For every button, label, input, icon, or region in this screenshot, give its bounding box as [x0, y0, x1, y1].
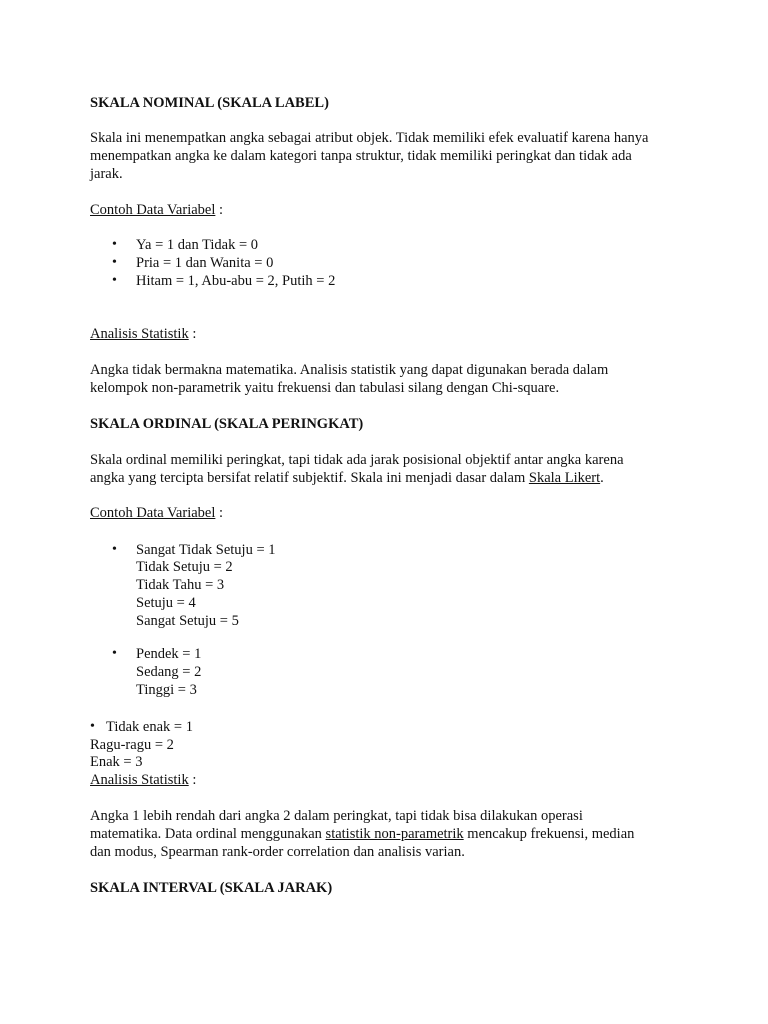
- period: .: [600, 470, 604, 486]
- colon: :: [215, 505, 224, 521]
- ordinal-analisis-line: [90, 771, 196, 789]
- colon: :: [188, 772, 197, 788]
- list-item-continuation: Sedang = 2: [136, 664, 202, 680]
- nominal-analisis-text-line: Angka tidak bermakna matematika. Analisis statistik yang dapat digunakan berada dalam: [90, 362, 609, 378]
- nominal-analisis-line: [90, 325, 196, 343]
- nominal-analisis-text-line: kelompok non-parametrik yaitu frekuensi dan tabulasi silang dengan Chi-square.: [90, 380, 560, 396]
- nominal-paragraph-line: jarak.: [90, 166, 123, 182]
- list-item-continuation: Tidak Tahu = 3: [136, 577, 225, 593]
- contoh-data-variabel-label: Contoh Data Variabel: [90, 202, 216, 218]
- ordinal-paragraph-text: angka yang tercipta bersifat relatif subjektif. Skala ini menjadi dasar dalam: [90, 470, 529, 486]
- ordinal-analisis-text-line: dan modus, Spearman rank-order correlation dan analisis varian.: [90, 844, 465, 860]
- nominal-paragraph-line: Skala ini menempatkan angka sebagai atribut objek. Tidak memiliki efek evaluatif karena hanya: [90, 130, 649, 146]
- heading-skala-nominal: SKALA NOMINAL (SKALA LABEL): [90, 95, 329, 111]
- list-item: Tidak enak = 1: [106, 719, 193, 735]
- heading-skala-ordinal: SKALA ORDINAL (SKALA PERINGKAT): [90, 416, 364, 432]
- list-item-continuation: Sangat Setuju = 5: [136, 613, 239, 629]
- ordinal-analisis-text: mencakup frekuensi, median: [463, 826, 635, 842]
- skala-likert-link[interactable]: Skala Likert: [528, 470, 601, 486]
- list-item: Pria = 1 dan Wanita = 0: [136, 255, 274, 271]
- list-item: Hitam = 1, Abu-abu = 2, Putih = 2: [136, 273, 336, 289]
- bullet-icon: •: [112, 542, 117, 557]
- list-item-continuation: Tidak Setuju = 2: [136, 559, 233, 575]
- contoh-data-variabel-label: Contoh Data Variabel: [90, 505, 216, 521]
- bullet-icon: •: [90, 719, 95, 734]
- list-item-continuation: Setuju = 4: [136, 595, 196, 611]
- ordinal-contoh-line: [90, 504, 223, 522]
- ordinal-analisis-text-line: Angka 1 lebih rendah dari angka 2 dalam peringkat, tapi tidak bisa dilakukan operasi: [90, 808, 583, 824]
- list-item: Ya = 1 dan Tidak = 0: [136, 237, 259, 253]
- analisis-statistik-label: Analisis Statistik: [90, 772, 189, 788]
- list-item-continuation: Enak = 3: [90, 754, 143, 770]
- colon: :: [215, 202, 224, 218]
- ordinal-paragraph-line: Skala ordinal memiliki peringkat, tapi tidak ada jarak posisional objektif antar angka karena: [90, 452, 624, 468]
- list-item-continuation: Tinggi = 3: [136, 682, 197, 698]
- nominal-contoh-line: [90, 201, 223, 219]
- colon: :: [188, 326, 197, 342]
- bullet-icon: •: [112, 646, 117, 661]
- list-item: Pendek = 1: [136, 646, 202, 662]
- statistik-non-parametrik-link[interactable]: statistik non-parametrik: [325, 826, 464, 842]
- list-item: Sangat Tidak Setuju = 1: [136, 542, 276, 558]
- analisis-statistik-label: Analisis Statistik: [90, 326, 189, 342]
- ordinal-paragraph-line: [90, 469, 604, 487]
- ordinal-analisis-text-line: [90, 825, 634, 843]
- bullet-icon: •: [112, 273, 117, 288]
- ordinal-analisis-text: matematika. Data ordinal menggunakan: [90, 826, 326, 842]
- bullet-icon: •: [112, 255, 117, 270]
- bullet-icon: •: [112, 237, 117, 252]
- heading-skala-interval: SKALA INTERVAL (SKALA JARAK): [90, 880, 333, 896]
- list-item-continuation: Ragu-ragu = 2: [90, 737, 174, 753]
- nominal-paragraph-line: menempatkan angka ke dalam kategori tanpa struktur, tidak memiliki peringkat dan tidak ada: [90, 148, 632, 164]
